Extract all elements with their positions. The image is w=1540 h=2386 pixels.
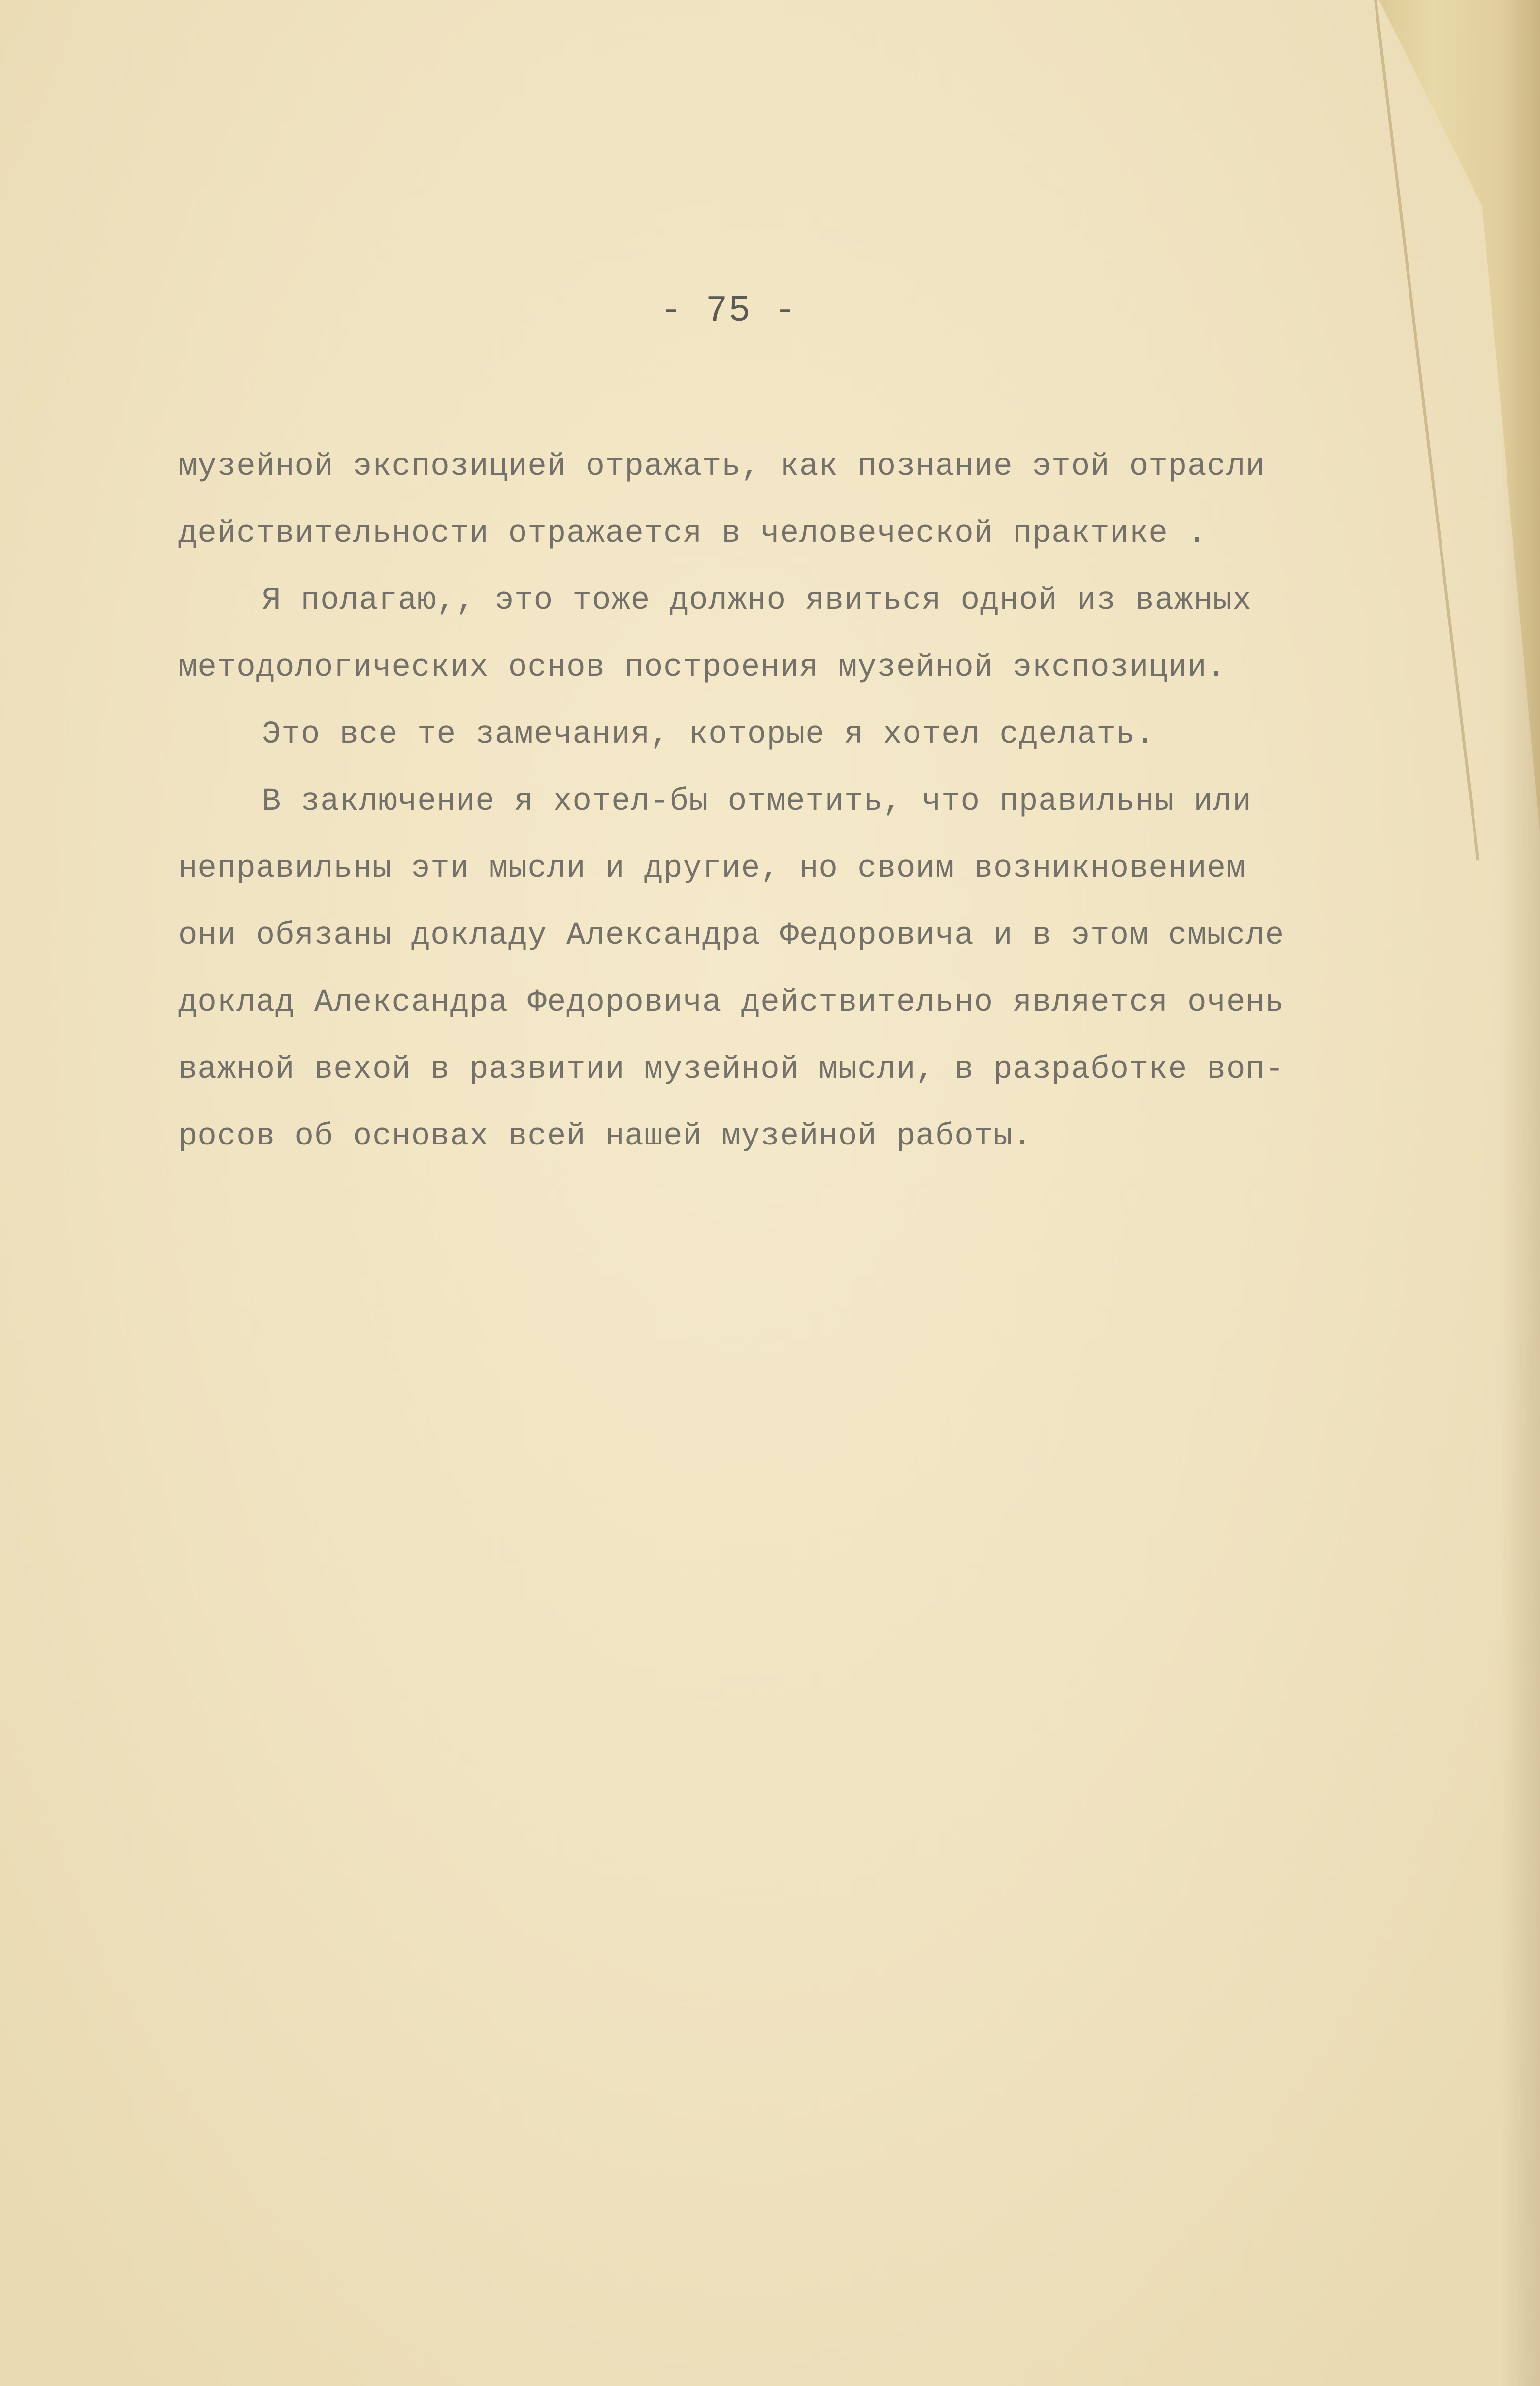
text-line: музейной экспозицией отражать, как познание этой отрасли (178, 449, 1265, 485)
typed-text-block (178, 433, 1341, 1170)
page-number: - 75 - (660, 291, 797, 332)
text-line: методологических основ построения музейной экспозиции. (178, 650, 1226, 686)
text-line: росов об основах всей нашей музейной работы. (178, 1119, 1032, 1154)
paragraph-start-line: Это все те замечания, которые я хотел сделать. (262, 717, 1155, 752)
paragraph-start-line: В заключение я хотел-бы отметить, что правильны или (262, 784, 1252, 819)
text-line: они обязаны докладу Александра Федоровича и в этом смысле (178, 918, 1285, 953)
paragraph-start-line: Я полагаю,, это тоже должно явиться одной из важных (262, 583, 1252, 619)
text-line: важной вехой в развитии музейной мысли, в разработке воп- (178, 1052, 1285, 1087)
binding-shadow (1501, 0, 1540, 2386)
text-line: неправильны эти мысли и другие, но своим возникновением (178, 851, 1246, 886)
text-line: действительности отражается в человеческой практике . (178, 516, 1207, 552)
text-line: доклад Александра Федоровича действительно является очень (178, 985, 1285, 1020)
